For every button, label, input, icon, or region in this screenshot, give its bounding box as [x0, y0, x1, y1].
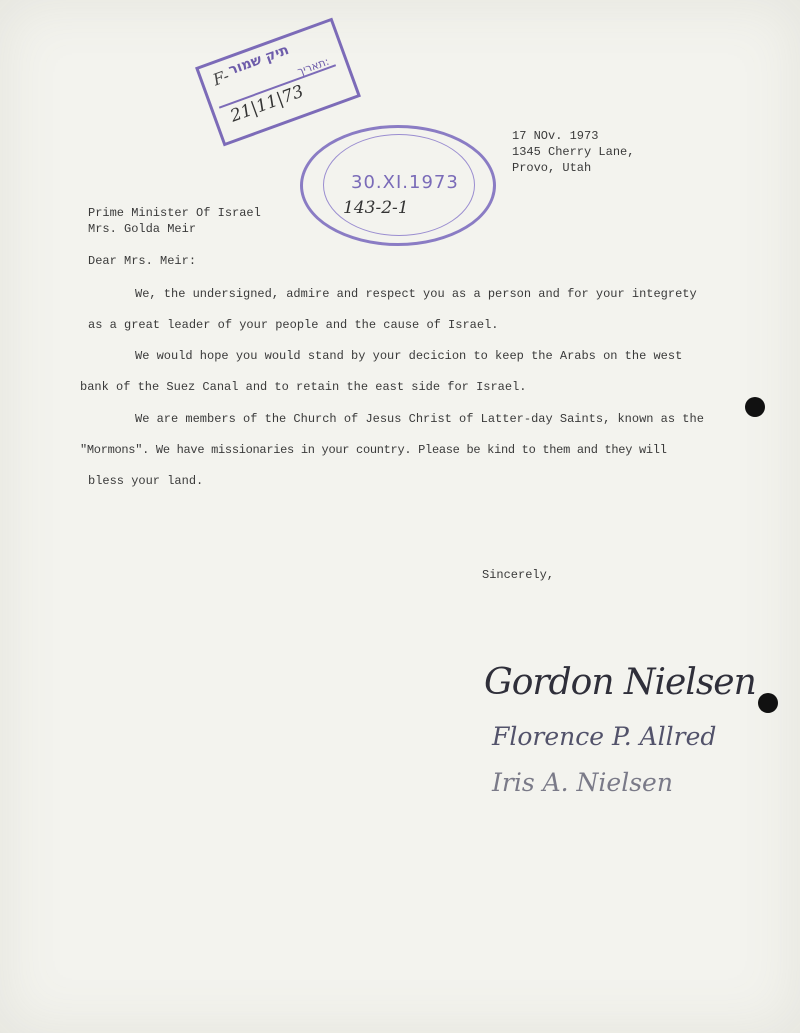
stamp-received-date: 30.XI.1973: [351, 172, 459, 193]
received-stamp: [300, 125, 496, 246]
body-line-7: bless your land.: [88, 474, 204, 488]
body-line-4: bank of the Suez Canal and to retain the east side for Israel.: [80, 380, 527, 394]
body-line-6: "Mormons". We have missionaries in your country. Please be kind to them and they will: [80, 443, 667, 457]
stamp-file-no: 143-2-1: [343, 198, 409, 218]
letter-date: 17 NOv. 1973: [512, 129, 599, 143]
sender-address-line-2: Provo, Utah: [512, 161, 592, 175]
registry-stamp: [195, 18, 361, 147]
punch-hole-top: [745, 397, 765, 417]
stamp-hebrew-mid: תאריך:: [295, 54, 331, 79]
stamp-handwritten-date: 21|11|73: [227, 81, 307, 127]
body-line-2: as a great leader of your people and the cause of Israel.: [88, 318, 499, 332]
signature-1: Gordon Nielsen: [484, 662, 756, 703]
punch-hole-bottom: [758, 693, 778, 713]
stamp-hebrew-top: תיק שמור: [226, 41, 292, 79]
sender-address-line-1: 1345 Cherry Lane,: [512, 145, 635, 159]
signature-3: Iris A. Nielsen: [492, 768, 673, 797]
body-line-5: We are members of the Church of Jesus Christ of Latter-day Saints, known as the: [135, 412, 704, 426]
stamp-handwritten-file: F-: [210, 66, 232, 90]
closing: Sincerely,: [482, 568, 555, 582]
salutation: Dear Mrs. Meir:: [88, 254, 197, 268]
signature-2: Florence P. Allred: [492, 722, 717, 751]
recipient-line-2: Mrs. Golda Meir: [88, 222, 197, 236]
body-line-1: We, the undersigned, admire and respect you as a person and for your integrety: [135, 287, 697, 301]
recipient-line-1: Prime Minister Of Israel: [88, 206, 261, 220]
body-line-3: We would hope you would stand by your decicion to keep the Arabs on the west: [135, 349, 683, 363]
